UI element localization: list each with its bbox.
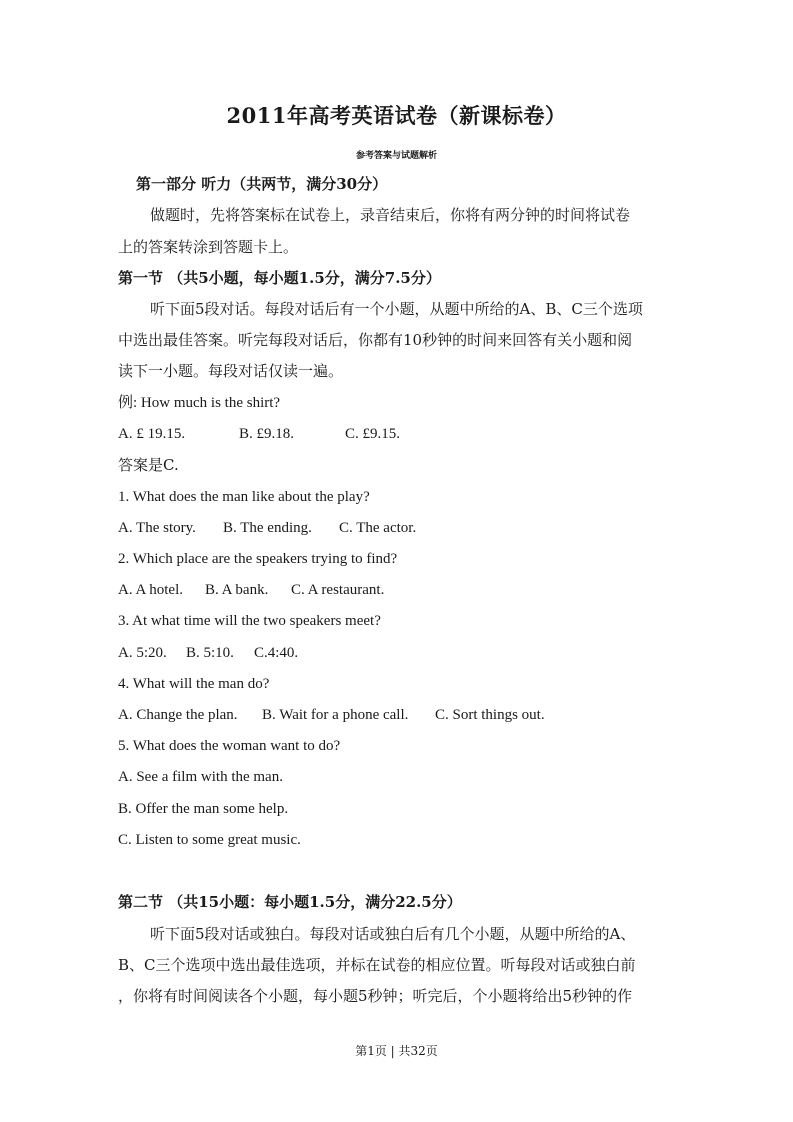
question-3-options [118,643,298,663]
part1-intro-line2: 上的答案转涂到答题卡上。 [118,238,299,256]
q4-option-a: A. Change the plan. [118,707,238,723]
question-3: 3. At what time will the two speakers meet? [118,613,381,629]
q5-option-a: A. See a film with the man. [118,769,283,785]
page-footer: 第1页 | 共32页 [355,1044,438,1058]
example-option-c: C. £9.15. [345,426,401,442]
q4-option-b: B. Wait for a phone call. [262,707,409,723]
section1-heading: 第一节 （共5小题，每小题1.5分，满分7.5分） [118,269,441,287]
example-answer: 答案是C. [118,456,179,474]
q2-option-c: C. A restaurant. [291,582,385,598]
example-option-b: B. £9.18. [239,426,295,442]
section2-intro-line2: B、C三个选项中选出最佳选项，并标在试卷的相应位置。听每段对话或独白前 [118,956,636,974]
example-option-a: A. £ 19.15. [118,426,186,442]
page-subtitle: 参考答案与试题解析 [355,151,437,161]
q1-option-a: A. The story. [118,520,196,536]
q4-option-c: C. Sort things out. [435,707,545,723]
section1-intro-line2: 中选出最佳答案。听完每段对话后，你都有10秒钟的时间来回答有关小题和阅 [118,331,633,349]
page-title: 2011年高考英语试卷（新课标卷） [226,103,567,128]
question-4-options [118,705,545,725]
q2-option-b: B. A bank. [205,582,269,598]
question-5: 5. What does the woman want to do? [118,738,341,754]
q3-option-b: B. 5:10. [186,645,234,661]
q3-option-c: C.4:40. [254,645,299,661]
q1-option-b: B. The ending. [223,520,312,536]
q5-option-c: C. Listen to some great music. [118,832,301,848]
section1-intro-line1: 听下面5段对话。每段对话后有一个小题，从题中所给的A、B、C三个选项 [150,300,643,318]
question-4: 4. What will the man do? [118,676,270,692]
section2-intro-line3: ，你将有时间阅读各个小题，每小题5秒钟；听完后，个小题将给出5秒钟的作 [118,987,633,1005]
question-1-options [118,518,416,538]
question-2-options [118,580,384,600]
part1-intro-line1: 做题时，先将答案标在试卷上，录音结束后，你将有两分钟的时间将试卷 [150,206,631,224]
q3-option-a: A. 5:20. [118,645,167,661]
q2-option-a: A. A hotel. [118,582,184,598]
example-question: 例: How much is the shirt? [118,395,281,411]
question-1: 1. What does the man like about the play? [118,489,370,505]
q1-option-c: C. The actor. [339,520,417,536]
part1-heading: 第一部分 听力（共两节，满分30分） [136,175,388,193]
section2-heading: 第二节 （共15小题：每小题1.5分，满分22.5分） [118,893,462,911]
q5-option-b: B. Offer the man some help. [118,801,289,817]
example-options [118,424,400,444]
section1-intro-line3: 读下一小题。每段对话仅读一遍。 [118,362,344,380]
section2-intro-line1: 听下面5段对话或独白。每段对话或独白后有几个小题，从题中所给的A、 [150,925,636,943]
question-2: 2. Which place are the speakers trying to find? [118,551,398,567]
